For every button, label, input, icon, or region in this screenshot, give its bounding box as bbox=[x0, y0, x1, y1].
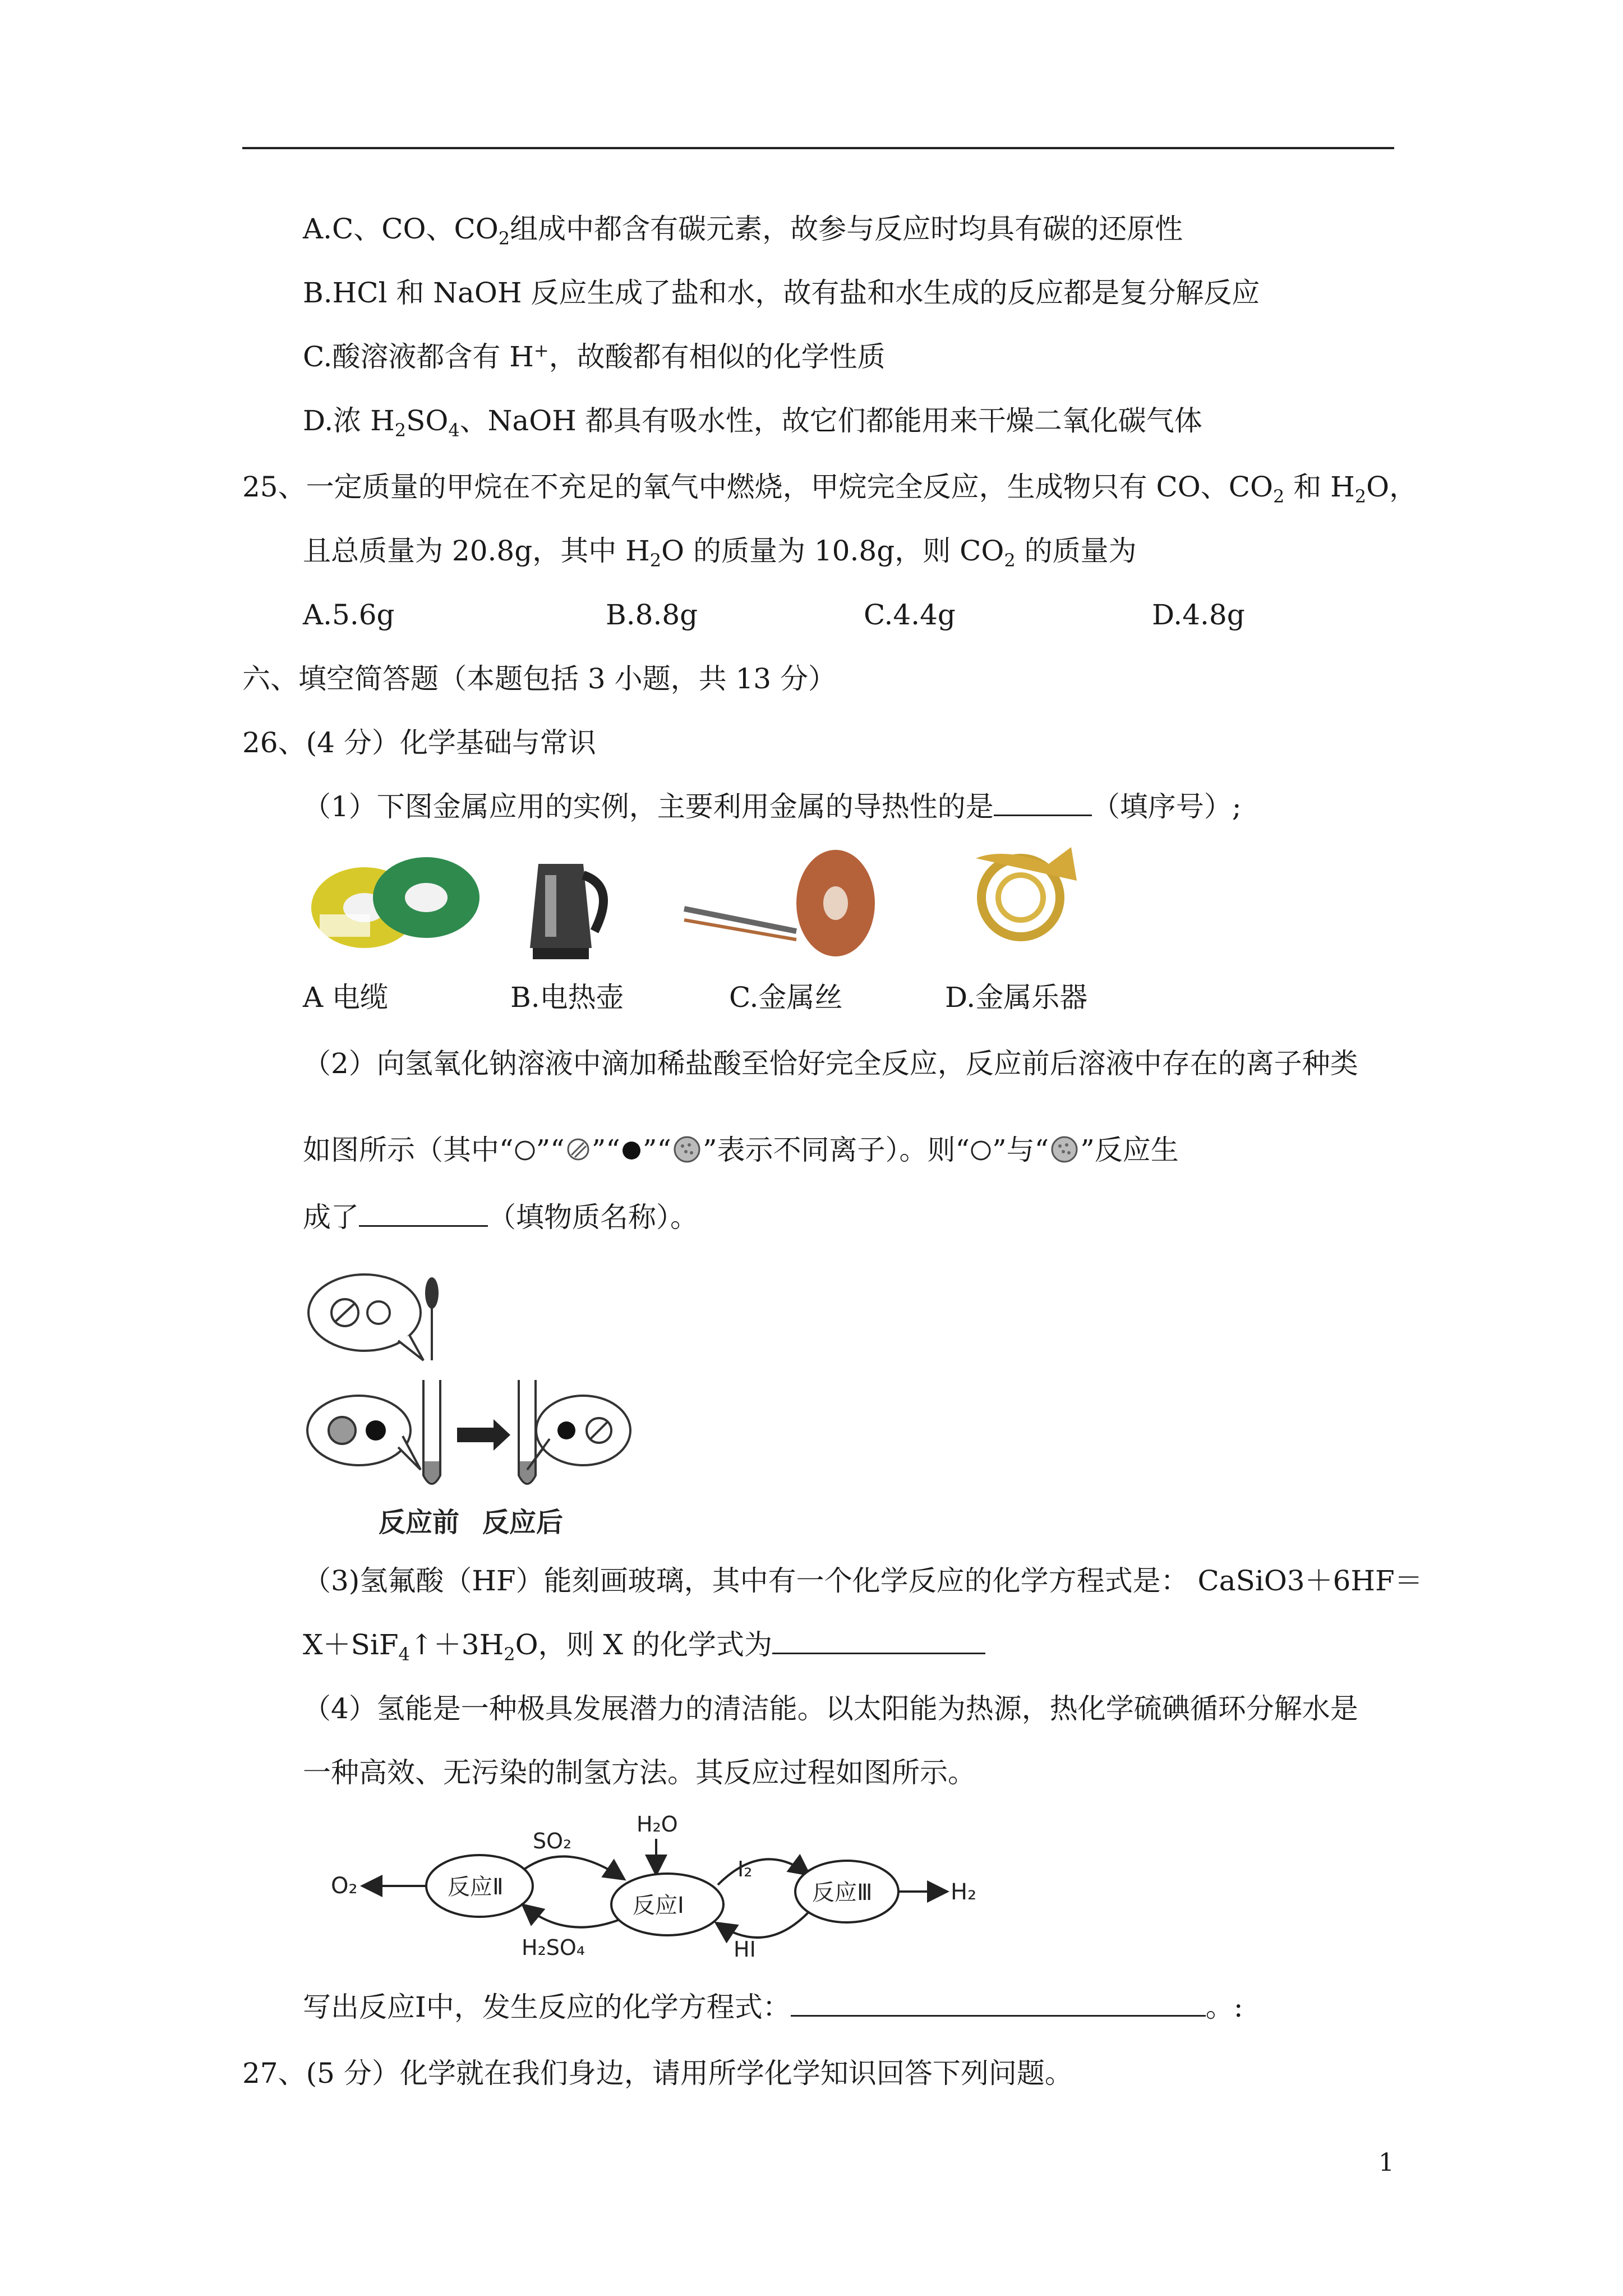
electric-kettle-image bbox=[530, 864, 603, 959]
label-reaction-i: 反应Ⅰ bbox=[633, 1893, 684, 1918]
q26-part4-line1: （4）氢能是一种极具发展潜力的清洁能。以太阳能为热源，热化学硫碘循环分解水是 bbox=[303, 1692, 1358, 1725]
after-bubble bbox=[527, 1396, 630, 1470]
label-before: 反应前 bbox=[379, 1507, 460, 1538]
answer-blank bbox=[791, 1990, 1206, 2017]
answer-blank bbox=[994, 790, 1092, 816]
q26-part1: （1）下图金属应用的实例，主要利用金属的导热性的是 （填序号）; bbox=[303, 790, 1242, 823]
figure-label-a: A 电缆 bbox=[303, 981, 389, 1014]
label-reaction-ii: 反应Ⅱ bbox=[448, 1874, 504, 1900]
dropper bbox=[425, 1277, 439, 1360]
q26-part4-line2: 一种高效、无污染的制氢方法。其反应过程如图所示。 bbox=[303, 1756, 976, 1789]
arrow-so2 bbox=[524, 1856, 623, 1878]
arrow-i2 bbox=[718, 1859, 808, 1885]
q24-option-c: C.酸溶液都含有 H+，故酸都有相似的化学性质 bbox=[303, 339, 886, 373]
q24-option-d: D.浓 $H_2SO_4$、NaOH 都具有吸水性，故它们都能用来干燥二氧化碳气体 bbox=[303, 404, 1202, 441]
q25-option-b: B.8.8g bbox=[606, 599, 698, 631]
q26-part2-line1: （2）向氢氧化钠溶液中滴加稀盐酸至恰好完全反应，反应前后溶液中存在的离子种类 bbox=[303, 1047, 1358, 1080]
label-hi: HI bbox=[734, 1937, 756, 1962]
ion-reaction-figure bbox=[303, 1268, 634, 1548]
label-h2o: H₂O bbox=[637, 1812, 678, 1837]
label-o2: O₂ bbox=[331, 1873, 358, 1899]
solid-circle-ion-icon bbox=[620, 1139, 643, 1162]
french-horn-image bbox=[976, 847, 1077, 937]
figure-label-d: D.金属乐器 bbox=[945, 981, 1088, 1014]
arrow-h2so4 bbox=[524, 1906, 623, 1927]
open-circle-ion-icon bbox=[970, 1139, 992, 1162]
label-so2: SO₂ bbox=[533, 1829, 572, 1853]
page-number: 1 bbox=[1378, 2148, 1394, 2177]
q26-part3-line2: $X+SiF_4↑+3H_2O$，则 X 的化学式为 bbox=[303, 1627, 985, 1663]
q25-option-a: A.5.6g bbox=[303, 599, 395, 631]
answer-blank bbox=[772, 1628, 985, 1654]
label-after: 反应后 bbox=[482, 1507, 564, 1538]
dotted-circle-ion-icon bbox=[671, 1134, 703, 1165]
cable-coils-image bbox=[311, 857, 479, 948]
section-heading: 六、填空简答题（本题包括 3 小题，共 13 分） bbox=[242, 662, 837, 695]
reaction-arrow bbox=[457, 1419, 510, 1451]
hatched-circle-ion-icon bbox=[565, 1136, 592, 1163]
q26-title: 26、(4 分）化学基础与常识 bbox=[242, 726, 596, 759]
dotted-circle-ion-icon bbox=[1049, 1134, 1080, 1165]
arrow-hi bbox=[718, 1907, 813, 1938]
q25-option-c: C.4.4g bbox=[864, 599, 956, 631]
q24-option-b: B.HCl 和 NaOH 反应生成了盐和水，故有盐和水生成的反应都是复分解反应 bbox=[303, 277, 1260, 309]
label-reaction-iii: 反应Ⅲ bbox=[812, 1880, 873, 1906]
before-bubble bbox=[307, 1396, 421, 1470]
q25-option-d: D.4.8g bbox=[1152, 599, 1245, 631]
metal-wire-image bbox=[684, 850, 875, 956]
q26-part2-line2: 如图所示（其中“ ”“ ”“ ”“ ”表示不同离子）。则“ ”与“ ”反应生 bbox=[303, 1134, 1179, 1166]
label-h2: H₂ bbox=[951, 1879, 977, 1905]
answer-blank bbox=[359, 1200, 488, 1227]
label-i2: I₂ bbox=[737, 1857, 753, 1881]
figure-label-c: C.金属丝 bbox=[729, 981, 843, 1014]
q27-stem: 27、(5 分）化学就在我们身边，请用所学化学知识回答下列问题。 bbox=[242, 2057, 1073, 2090]
sulfur-iodine-cycle-diagram bbox=[325, 1806, 998, 1975]
open-circle-ion-icon bbox=[514, 1139, 536, 1162]
label-h2so4: H₂SO₄ bbox=[522, 1935, 585, 1960]
q26-part4-question: 写出反应Ⅰ中，发生反应的化学方程式： 。: bbox=[303, 1991, 1243, 2023]
figure-label-b: B.电热壶 bbox=[510, 981, 624, 1014]
metal-applications-figure bbox=[303, 841, 1116, 970]
q25-stem-line1: 25、一定质量的甲烷在不充足的氧气中燃烧，甲烷完全反应，生成物只有 CO、$CO_2$ 和 $H_2O$， bbox=[242, 471, 1418, 507]
q24-option-a: A.C、CO、$CO_2$组成中都含有碳元素，故参与反应时均具有碳的还原性 bbox=[303, 213, 1183, 249]
q26-part3-line1: （3)氢氟酸（HF）能刻画玻璃，其中有一个化学反应的化学方程式是： CaSiO3＋6HF＝ bbox=[303, 1565, 1423, 1597]
dropper-bubble bbox=[308, 1274, 423, 1360]
q26-part2-line3: 成了 （填物质名称）。 bbox=[303, 1201, 698, 1234]
before-test-tube bbox=[423, 1380, 440, 1484]
header-rule bbox=[242, 147, 1394, 149]
q25-stem-line2: 且总质量为 20.8g，其中 $H_2O$ 的质量为 10.8g，则 $CO_2$ 的质量为 bbox=[303, 535, 1137, 571]
